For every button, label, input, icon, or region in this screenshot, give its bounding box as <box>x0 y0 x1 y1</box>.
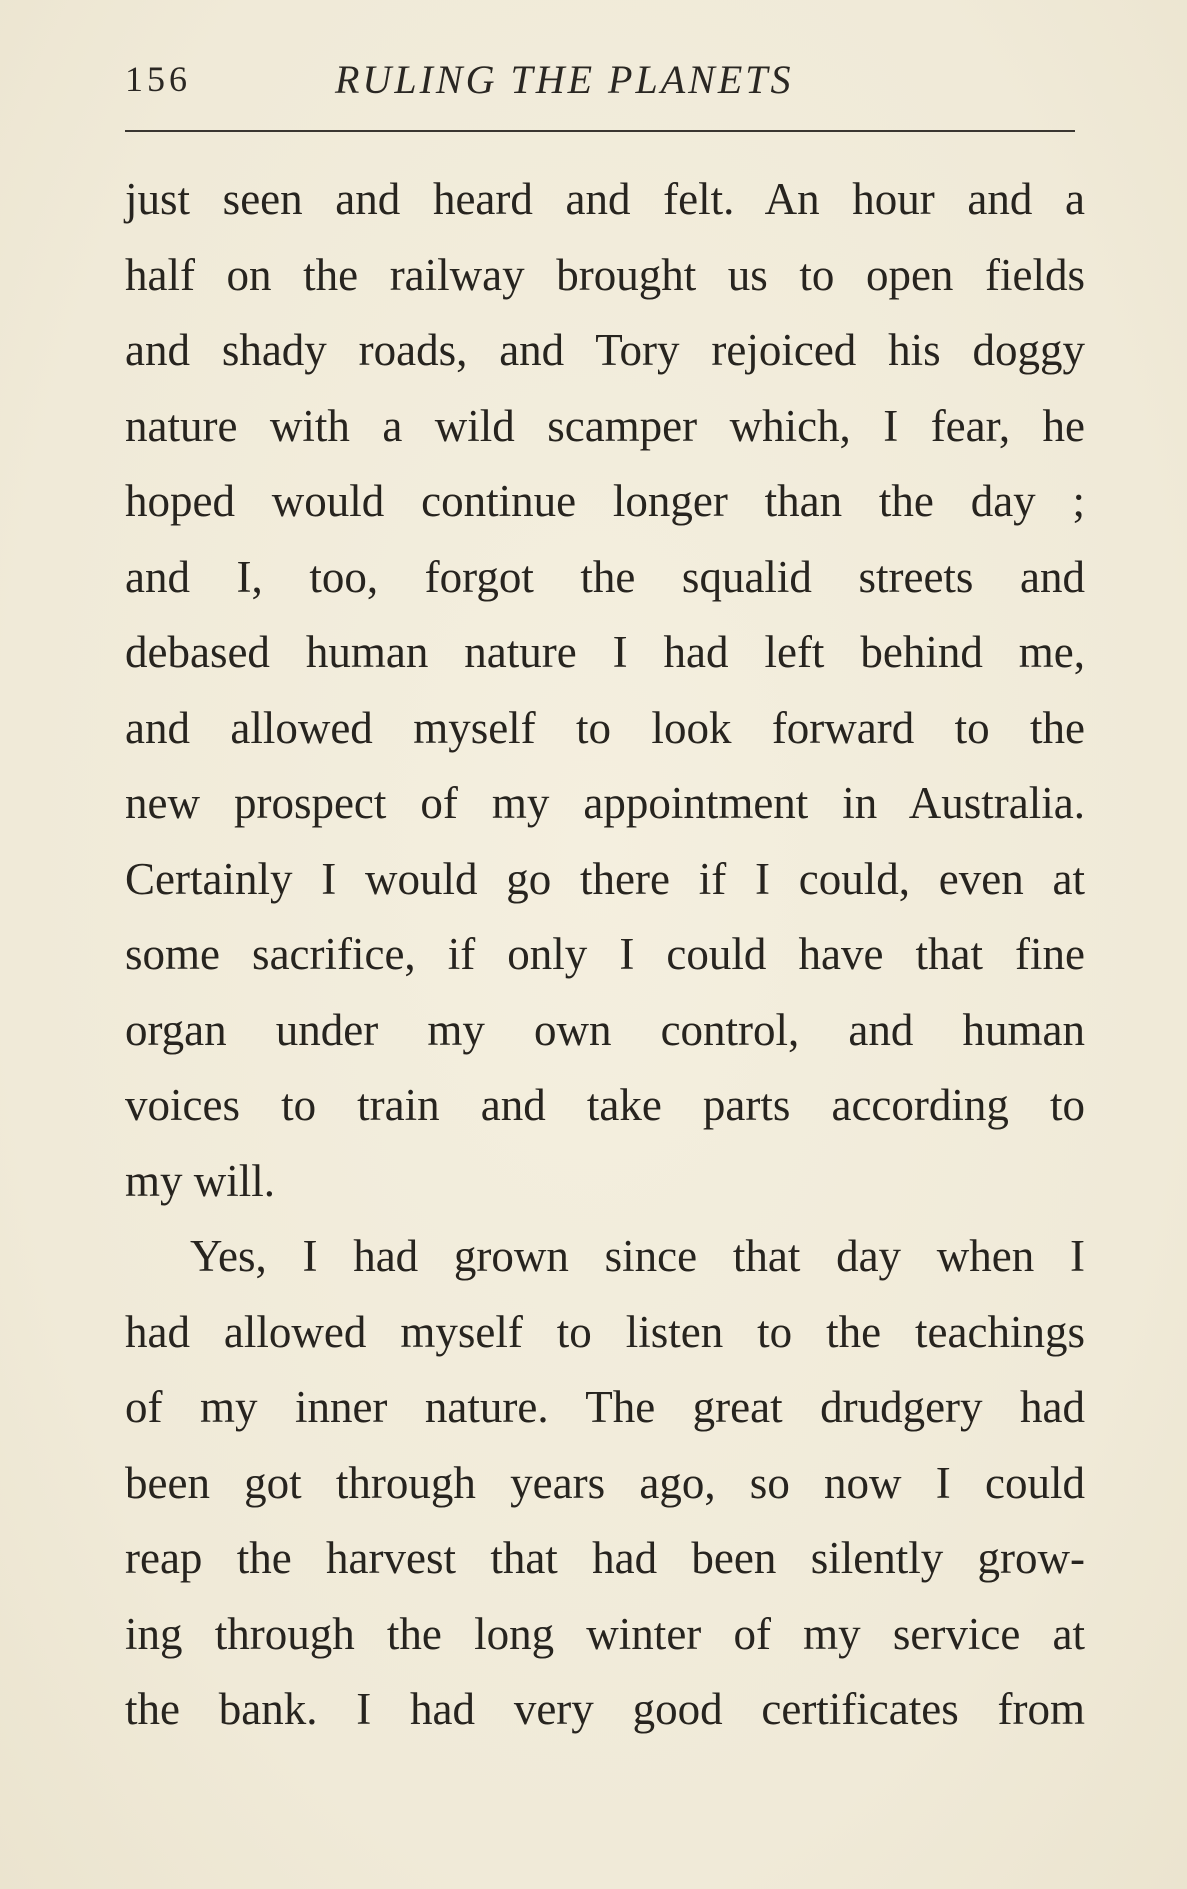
text-line: voices to train and take parts according to <box>125 1080 1085 1130</box>
page-header <box>125 52 1077 112</box>
text-line: and shady roads, and Tory rejoiced his doggy <box>125 325 1085 375</box>
text-line: had allowed myself to listen to the teachings <box>125 1306 1085 1357</box>
text-line: Certainly I would go there if I could, even at <box>125 853 1085 904</box>
header-rule <box>125 130 1075 132</box>
text-line: debased human nature I had left behind me, <box>125 627 1085 677</box>
paragraph-start-line: Yes, I had grown since that day when I <box>190 1231 1085 1281</box>
text-line: hoped would continue longer than the day ; <box>125 476 1085 526</box>
text-line: ing through the long winter of my service at <box>125 1608 1085 1659</box>
body-text <box>125 162 1085 1748</box>
text-line: of my inner nature. The great drudgery had <box>125 1382 1085 1432</box>
text-line: been got through years ago, so now I could <box>125 1457 1085 1508</box>
page-number: 156 <box>125 59 191 99</box>
text-line: organ under my own control, and human <box>125 1004 1085 1055</box>
text-line: nature with a wild scamper which, I fear, he <box>125 400 1085 451</box>
text-line: and I, too, forgot the squalid streets and <box>125 551 1085 602</box>
text-line: new prospect of my appointment in Australia. <box>125 778 1085 828</box>
paragraph-end-line: my will. <box>125 1155 276 1206</box>
running-title: RULING THE PLANETS <box>335 57 794 102</box>
text-line: half on the railway brought us to open fields <box>125 249 1085 300</box>
text-line: reap the harvest that had been silently grow- <box>125 1533 1085 1583</box>
text-line: the bank. I had very good certificates from <box>125 1684 1085 1734</box>
text-line: some sacrifice, if only I could have that fine <box>125 929 1085 979</box>
text-line: just seen and heard and felt. An hour and a <box>125 174 1085 224</box>
text-line: and allowed myself to look forward to the <box>125 702 1085 753</box>
